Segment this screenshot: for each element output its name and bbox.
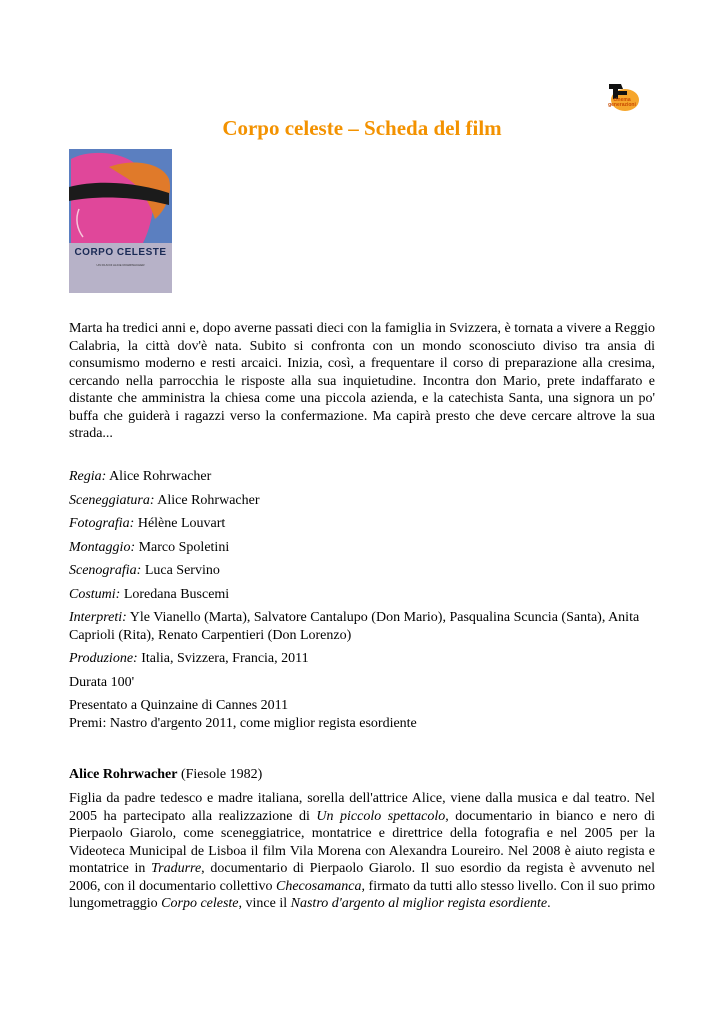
credit-label: Scenografia:: [69, 563, 142, 578]
director-name: Alice Rohrwacher: [69, 767, 178, 782]
credit-value: Italia, Svizzera, Francia, 2011: [141, 651, 309, 666]
credit-montaggio: [69, 539, 655, 557]
credit-sceneggiatura: [69, 492, 655, 510]
credit-premi: Premi: Nastro d'argento 2011, come miglior regista esordiente: [69, 715, 417, 731]
credit-regia: [69, 468, 655, 486]
credit-label: Costumi:: [69, 586, 121, 602]
logo-text: cinema generazioni: [608, 97, 636, 108]
page-title: Corpo celeste – Scheda del film: [222, 116, 502, 140]
poster-illustration-icon: [69, 149, 172, 293]
director-origin: (Fiesole 1982): [180, 767, 263, 782]
poster-subtitle: UN FILM DI ALICE ROHRWACHER: [96, 263, 145, 267]
bio-segment: , documentario di Pierpaolo Giarolo. Il suo esordio da regista è avvenuto nel 2006, con il documentario collettivo: [69, 861, 655, 894]
credit-fotografia: [69, 515, 655, 533]
credit-presentato: Presentato a Quinzaine di Cannes 2011: [69, 698, 289, 713]
bio-segment: Figlia da padre tedesco e madre italiana, sorella dell'attrice Alice, viene dalla musica e dal teatro. Nel 2005 ha partecipato alla realizzazione di: [69, 791, 655, 824]
credit-costumi: [69, 586, 655, 604]
bio-segment-title: Corpo celeste: [161, 896, 239, 911]
credit-durata: Durata 100': [69, 674, 135, 690]
bio-segment: .: [547, 896, 551, 911]
credit-label: Montaggio:: [69, 539, 136, 555]
credit-value: Alice Rohrwacher: [109, 469, 212, 484]
credit-interpreti: [69, 609, 655, 644]
bio-segment-title: Un piccolo spettacolo: [316, 808, 446, 824]
bio-heading: [69, 766, 655, 784]
bio-segment-title: Nastro d'argento al miglior regista esordiente: [290, 896, 548, 911]
bio-segment: , vince il: [238, 896, 291, 911]
credit-label: Regia:: [69, 469, 107, 484]
credit-label: Interpreti:: [69, 610, 127, 625]
credit-scenografia: [69, 562, 655, 580]
credit-label: Fotografia:: [69, 516, 135, 531]
credit-value: Alice Rohrwacher: [157, 492, 260, 508]
credit-produzione: [69, 650, 655, 668]
credit-value: Hélène Louvart: [137, 516, 226, 531]
credit-value: Yle Vianello (Marta), Salvatore Cantalupo (Don Mario), Pasqualina Scuncia (Santa), Anita Caprioli (Rita), Renato Carpentieri (Don Lorenzo): [69, 610, 640, 643]
film-poster: [69, 149, 172, 293]
synopsis: Marta ha tredici anni e, dopo averne passati dieci con la famiglia in Svizzera, è tornata a vivere a Reggio Calabria, la città dov'è nata. Subito si confronta con un mondo sconosciuto diviso tra ansia di consumismo moderno e resti arcaici. Inizia, così, a frequentare il corso di preparazione alla cresima, cercando nella parrocchia le risposte alla sua inquietudine. Incontra don Mario, prete indaffarato e distante che amministra la chiesa come una piccola azienda, e la catechista Santa, una signora un po' buffa che guiderà i ragazzi verso la confermazione. Ma capirà presto che deve cercare altrove la sua strada...: [69, 321, 655, 441]
bio-segment: , firmato da tutti allo stesso livello. Con il suo primo lungometraggio: [69, 878, 656, 911]
credit-value: Marco Spoletini: [138, 539, 230, 555]
bio-segment-title: Checosamanca: [275, 878, 362, 894]
bio-segment: , documentario in bianco e nero di Pierpaolo Giarolo, come sceneggiatrice, montatrice e direttrice della fotografia e nel 2005 per la Videoteca Municipal de Lisboa il film Vila Morena con Alexandra Loureiro. Nel 2008 è aiuto regista e montatrice in: [69, 808, 655, 876]
credit-value: Loredana Buscemi: [123, 586, 230, 602]
bio-text: [69, 790, 655, 913]
poster-title: CORPO CELESTE: [74, 247, 167, 258]
credits: [69, 468, 655, 738]
cinema-logo: [603, 80, 641, 112]
credit-label: Produzione:: [69, 651, 138, 666]
credit-value: Luca Servino: [144, 563, 220, 578]
credit-label: Sceneggiatura:: [69, 492, 155, 508]
bio-segment-title: Tradurre: [151, 861, 202, 876]
